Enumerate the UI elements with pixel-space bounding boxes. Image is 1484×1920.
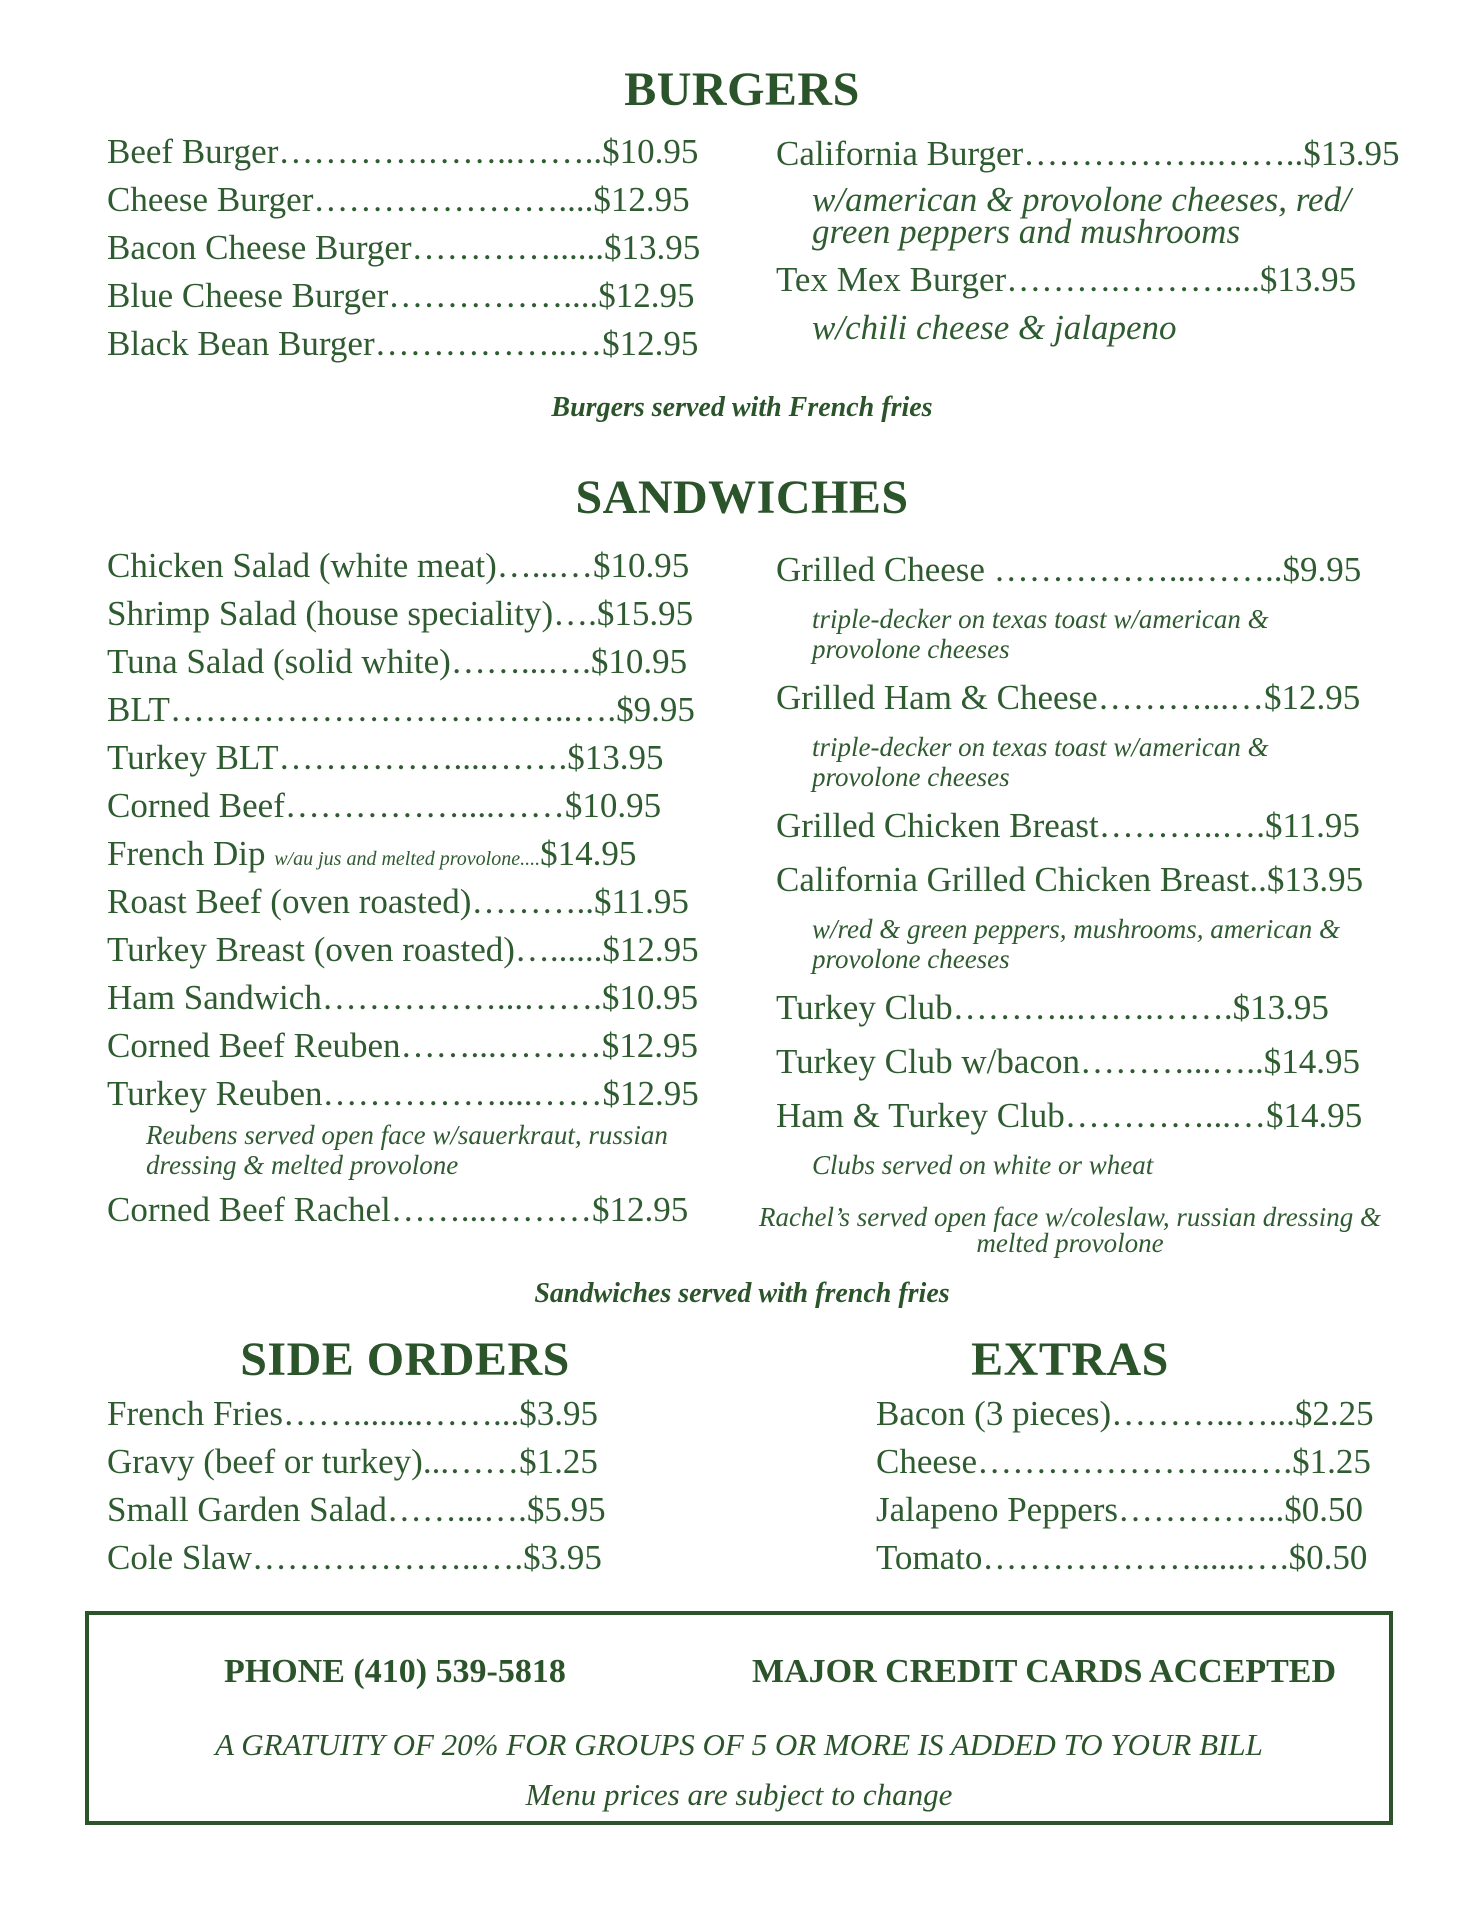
menu-item: Turkey Breast (oven roasted)…......$12.95 [107,930,699,969]
menu-item: Cheese…………………...….$1.25 [876,1442,1371,1481]
rachel-note: Rachel’s served open face w/coleslaw, russian dressing & melted provolone [759,1202,1381,1258]
french-dip-detail: w/au jus and melted provolone.... [274,848,541,870]
menu-item: Jalapeno Peppers…………...$0.50 [876,1490,1364,1529]
menu-item: BLT……………………………..….$9.95 [107,690,695,729]
menu-item: Tomato………………......….$0.50 [876,1538,1368,1577]
menu-item: Bacon (3 pieces)………..…...$2.25 [876,1394,1374,1433]
phone-number: PHONE (410) 539-5818 [224,1653,566,1690]
menu-item-grilled-ham-cheese: Grilled Ham & Cheese………...…$12.95 [776,678,1361,717]
menu-item: Ham & Turkey Club…………...…$14.95 [776,1096,1363,1135]
prices-notice: Menu prices are subject to change [525,1777,953,1812]
menu-item-corned-beef-rachel: Corned Beef Rachel……...………$12.95 [107,1190,689,1229]
clubs-note: Clubs served on white or wheat [812,1150,1154,1180]
menu-item: Cole Slaw………………..….$3.95 [107,1538,602,1577]
tex-mex-description: w/chili cheese & jalapeno [812,308,1177,347]
menu-item: Turkey Club w/bacon………...…..$14.95 [776,1042,1360,1081]
grilled-ham-description: triple-decker on texas toast w/american & provolone cheeses [812,732,1269,792]
side-orders-title: SIDE ORDERS [240,1333,570,1386]
footer-info-box [85,1611,1393,1825]
menu-item: Cheese Burger…………………....$12.95 [107,180,690,219]
menu-item: Black Bean Burger……………..…$12.95 [107,324,699,363]
menu-item: Turkey BLT……………....…….$13.95 [107,738,664,777]
menu-item: Roast Beef (oven roasted)………..$11.95 [107,882,689,921]
grilled-cheese-description: triple-decker on texas toast w/american & provolone cheeses [812,604,1269,664]
menu-item: Shrimp Salad (house speciality)….$15.95 [107,594,694,633]
burgers-title: BURGERS [624,63,860,116]
menu-item: Turkey Reuben……………....……$12.95 [107,1074,699,1113]
menu-item-california-chicken: California Grilled Chicken Breast..$13.95 [776,860,1364,899]
menu-item: Ham Sandwich……………...…….$10.95 [107,978,699,1017]
california-chicken-description: w/red & green peppers, mushrooms, american & provolone cheeses [812,914,1340,974]
menu-item: Turkey Club………..…….…….$13.95 [776,988,1329,1027]
menu-item-grilled-chicken: Grilled Chicken Breast………..….$11.95 [776,806,1360,845]
burgers-note: Burgers served with French fries [551,392,933,423]
menu-item: Blue Cheese Burger……………....$12.95 [107,276,695,315]
sandwiches-note: Sandwiches served with french fries [534,1278,950,1309]
menu-item: Tuna Salad (solid white)……...….$10.95 [107,642,688,681]
french-dip-name: French Dip [107,834,275,873]
credit-cards-notice: MAJOR CREDIT CARDS ACCEPTED [752,1653,1337,1690]
menu-item-tex-mex-burger: Tex Mex Burger……….………....$13.95 [776,260,1357,299]
extras-title: EXTRAS [971,1333,1169,1386]
reubens-note: Reubens served open face w/sauerkraut, russian dressing & melted provolone [146,1120,668,1180]
menu-item: Corned Beef……………....……$10.95 [107,786,662,825]
menu-item: French Fries……........……...$3.95 [107,1394,598,1433]
menu-item-california-burger: California Burger……………..……..$13.95 [776,134,1400,173]
french-dip-price: $14.95 [540,834,637,873]
sandwiches-title: SANDWICHES [575,471,909,524]
menu-item: Chicken Salad (white meat)…...…$10.95 [107,546,690,585]
menu-item: Gravy (beef or turkey)...……$1.25 [107,1442,598,1481]
menu-item: Corned Beef Reuben……...………$12.95 [107,1026,699,1065]
menu-item-french-dip [107,834,636,879]
menu-item: Beef Burger………….……..……..$10.95 [107,132,699,171]
gratuity-notice: A GRATUITY OF 20% FOR GROUPS OF 5 OR MORE IS ADDED TO YOUR BILL [215,1727,1263,1762]
menu-item: Small Garden Salad……...….$5.95 [107,1490,606,1529]
california-burger-description: w/american & provolone cheeses, red/ green peppers and mushrooms [812,180,1351,251]
menu-item-grilled-cheese: Grilled Cheese ……………...……..$9.95 [776,550,1362,589]
menu-item: Bacon Cheese Burger…………......$13.95 [107,228,701,267]
